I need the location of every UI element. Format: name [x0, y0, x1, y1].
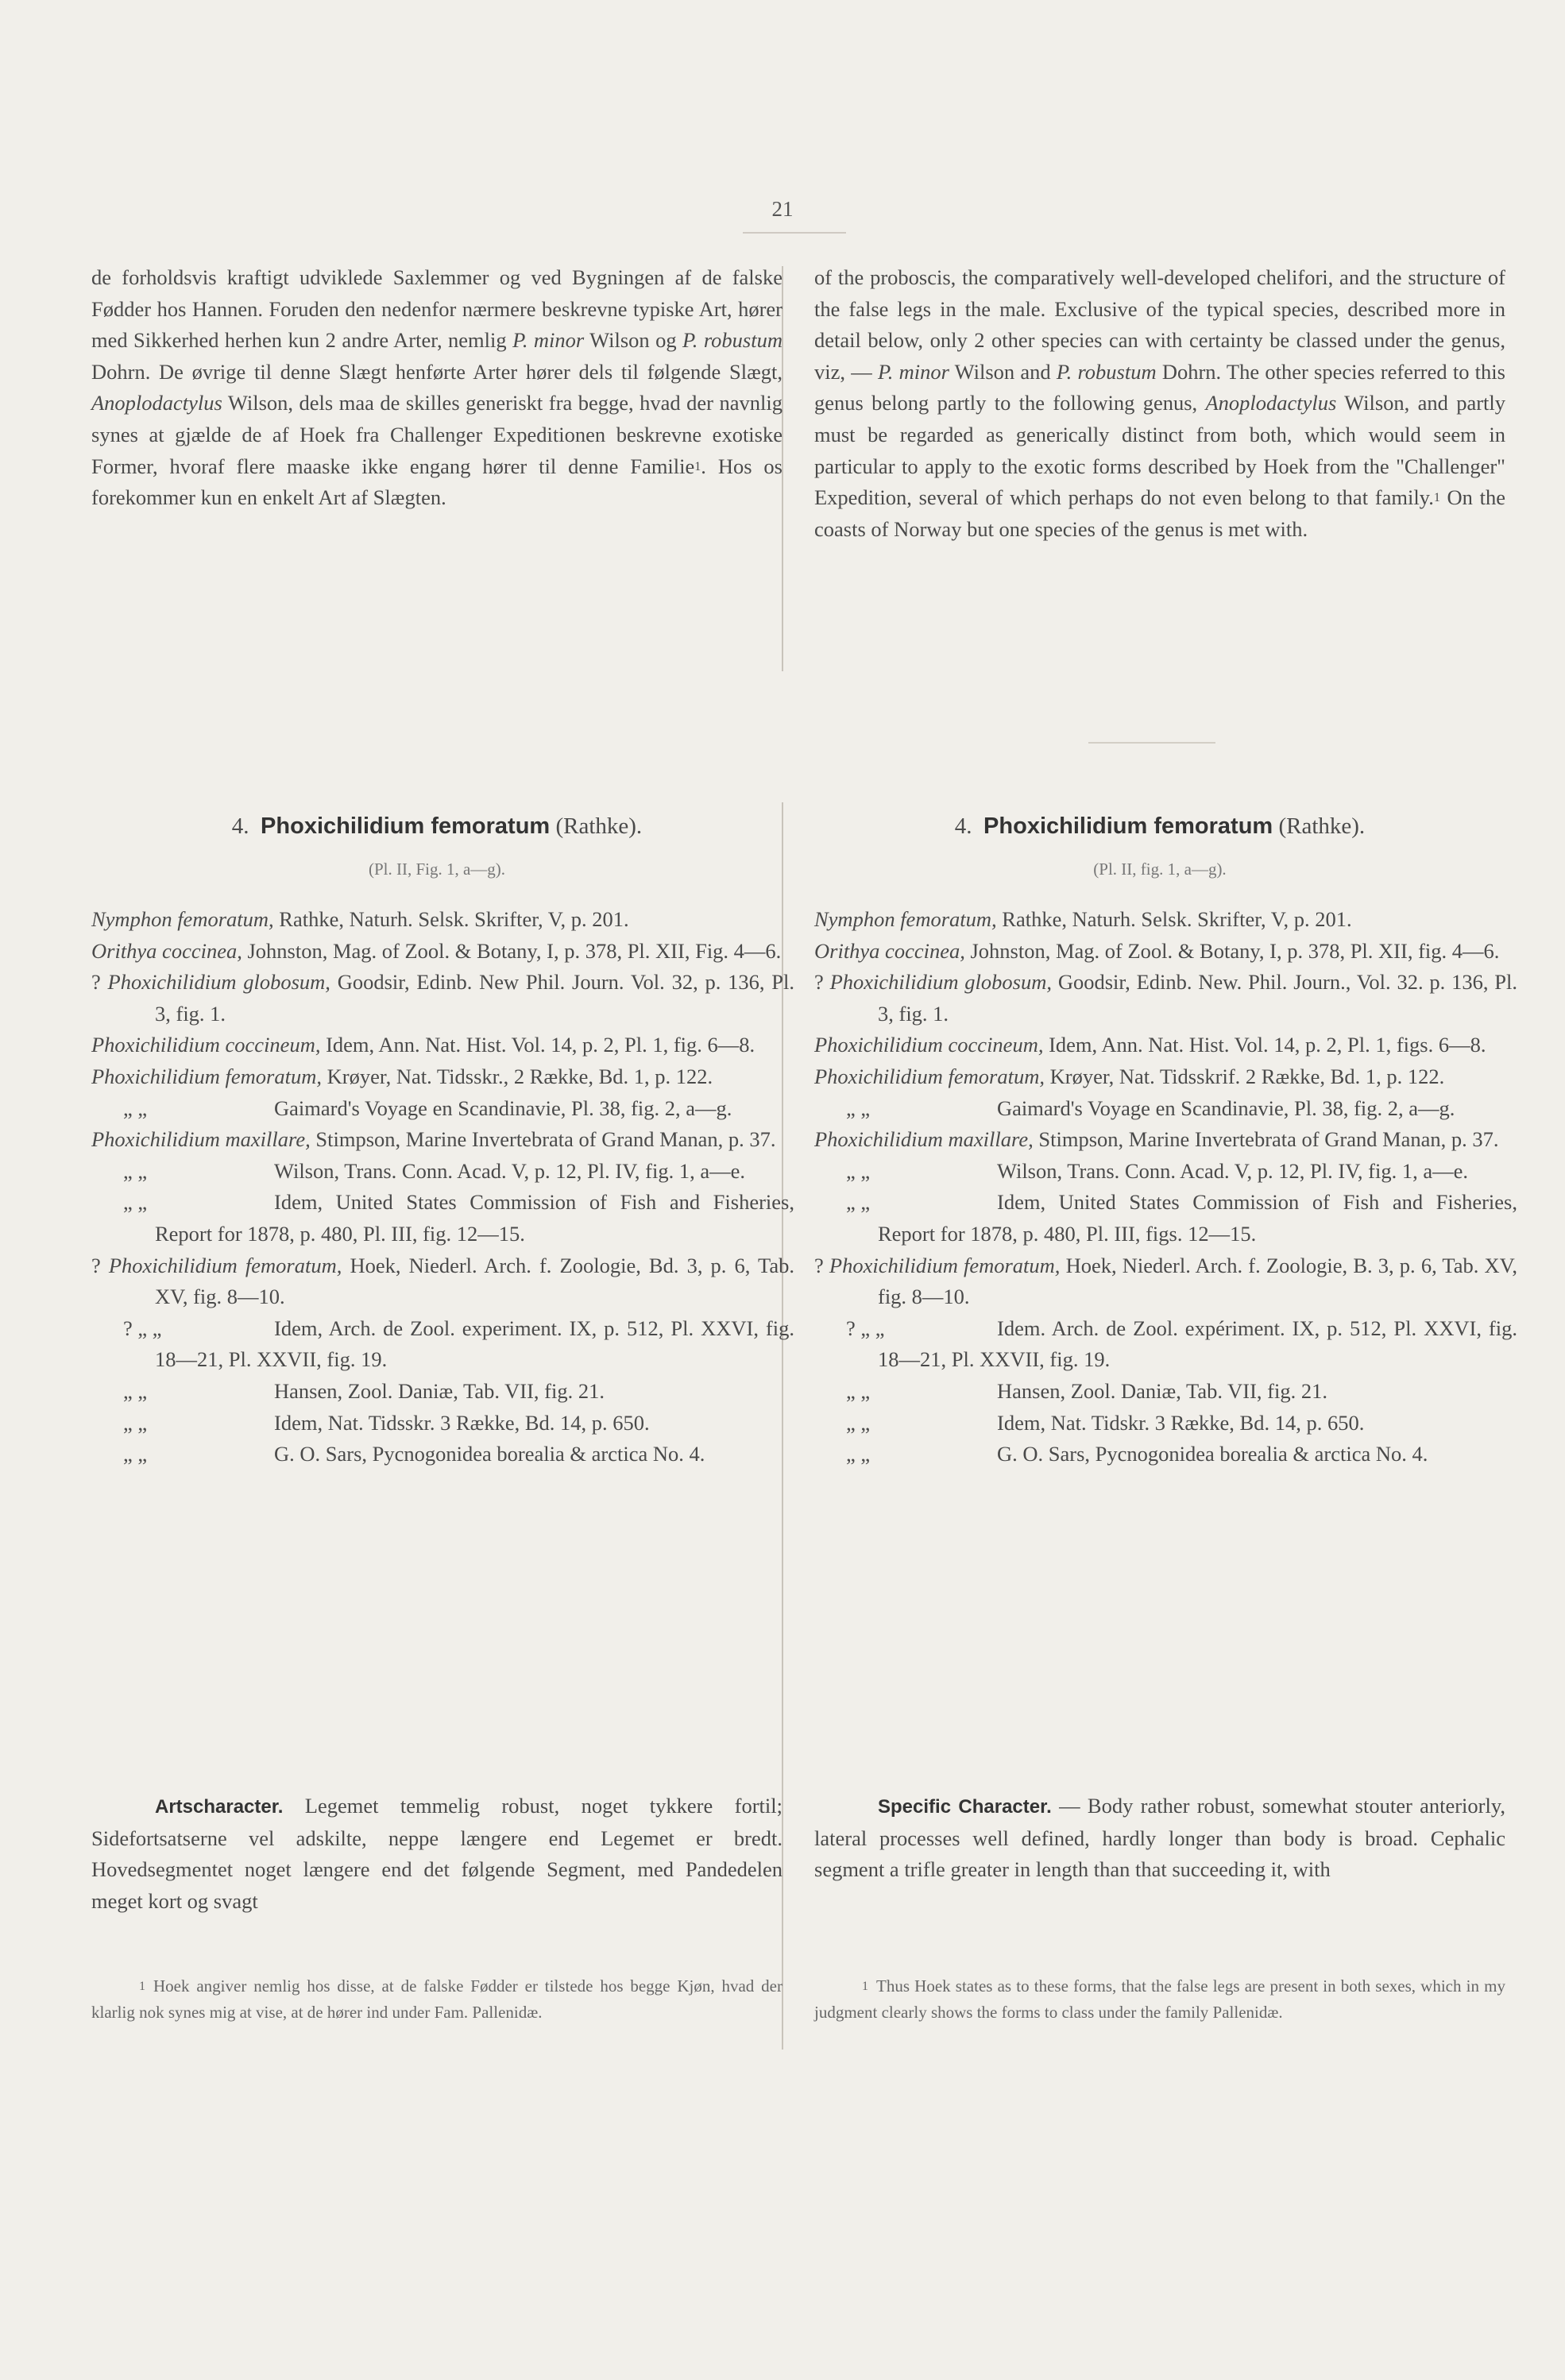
ditto-marks: „ „ [846, 1190, 871, 1215]
synonym-reference: Idem, United States Commission of Fish and Fisheries, Report for 1878, p. 480, Pl. III, fig. 12—15. [155, 1190, 794, 1246]
synonym-reference: Krøyer, Nat. Tidsskrif. 2 Række, Bd. 1, p. 122. [1045, 1064, 1445, 1088]
synonym-reference: Idem, Ann. Nat. Hist. Vol. 14, p. 2, Pl. 1, fig. 6—8. [320, 1033, 755, 1057]
synonym-entry [91, 1250, 794, 1313]
synonym-entry [91, 1156, 794, 1188]
synonym-name: Orithya coccinea, [814, 938, 965, 963]
synonym-reference: Wilson, Trans. Conn. Acad. V, p. 12, Pl. IV, fig. 1, a—e. [997, 1158, 1469, 1183]
synonym-reference: Idem. Arch. de Zool. expériment. IX, p. 512, Pl. XXVI, fig. 18—21, Pl. XXVII, fig. 19. [878, 1316, 1517, 1372]
synonym-reference: Johnston, Mag. of Zool. & Botany, I, p. 378, Pl. XII, fig. 4—6. [964, 938, 1500, 963]
left-character: Artscharacter. Legemet temmelig robust, noget tykkere fortil; Sidefortsatserne vel adskilte, neppe længere end Legemet er bredt. Hovedsegmentet noget længere end det følgende Segment, med Pandedelen meget kort og svagt [91, 1794, 782, 1913]
synonym-reference: Idem, United States Commission of Fish and Fisheries, Report for 1878, p. 480, Pl. III, figs. 12—15. [878, 1190, 1517, 1246]
footnote-ref: 1 [694, 459, 701, 473]
query-mark: ? [91, 1253, 109, 1277]
left-intro-paragraph: de forholdsvis kraftigt udviklede Saxlemmer og ved Bygningen af de falske Fødder hos Hannen. Foruden den nedenfor nærmere beskrevne typiske Art, hører med Sikkerhed herhen kun 2 andre Arter, nemlig P. minor Wilson og P. robustum Dohrn. De øvrige til denne Slægt henførte Arter hører dels til følgende Slægt, Anoplodactylus Wilson, dels maa de skilles generiskt fra begge, hvad der navnlig synes at gjælde de af Hoek fra Challenger Expeditionen beskrevne exotiske Former, hvoraf flere maaske ikke engang hører til denne Familie$^1$. Hos os forekommer kun en enkelt Art af Slægten. [91, 265, 783, 510]
synonym-name: Nymphon femoratum, [814, 907, 997, 931]
synonym-reference: Gaimard's Voyage en Scandinavie, Pl. 38, fig. 2, a—g. [997, 1095, 1455, 1120]
right-intro-paragraph: of the proboscis, the comparatively well-developed chelifori, and the structure of the false legs in the male. Exclusive of the typical species, described more in detail below, only 2 other species can with certainty be classed under the genus, viz, — P. minor Wilson and P. robustum Dohrn. The other species referred to this genus belong partly to the following genus, Anoplodactylus Wilson, and partly must be regarded as generically distinct from both, which would seem in particular to apply to the exotic forms described by Hoek from the "Challenger" Expedition, several of which perhaps do not even belong to that family.$^1$ On the coasts of Norway but one species of the genus is met with. [814, 265, 1506, 541]
synonym-name: Phoxichilidium maxillare, [814, 1127, 1034, 1152]
synonym-reference: Stimpson, Marine Invertebrata of Grand Manan, p. 37. [310, 1127, 776, 1152]
synonym-reference: Johnston, Mag. of Zool. & Botany, I, p. 378, Pl. XII, Fig. 4—6. [242, 938, 782, 963]
synonym-name: Phoxichilidium femoratum, [91, 1064, 322, 1088]
right-section-rule [1088, 742, 1215, 744]
ditto-marks: „ „ [123, 1410, 148, 1435]
ditto-marks: „ „ [846, 1442, 871, 1466]
synonym-name: Phoxichilidium globosum, [107, 970, 330, 995]
header-rule [743, 232, 846, 234]
synonym-reference: Rathke, Naturh. Selsk. Skrifter, V, p. 201. [996, 907, 1352, 931]
synonym-name: Phoxichilidium femoratum, [829, 1253, 1061, 1277]
synonym-entry [814, 1030, 1517, 1061]
synonym-entry [91, 1061, 794, 1093]
synonym-reference: Goodsir, Edinb. New Phil. Journ. Vol. 32, p. 136, Pl. 3, fig. 1. [155, 970, 794, 1026]
synonym-name: Phoxichilidium coccineum, [91, 1033, 321, 1057]
ditto-marks: „ „ [123, 1095, 148, 1120]
query-mark: ? [814, 970, 830, 995]
synonym-entry [814, 1408, 1517, 1439]
synonym-name: Phoxichilidium maxillare, [91, 1127, 311, 1152]
ditto-marks: „ „ [846, 1095, 871, 1120]
footnote-ref: 1 [1433, 491, 1440, 505]
ditto-marks: „ „ [846, 1158, 871, 1183]
synonym-entry [814, 1124, 1517, 1156]
synonym-entry [91, 1313, 794, 1376]
synonym-entry [91, 1187, 794, 1250]
synonym-reference: G. O. Sars, Pycnogonidea borealia & arctica No. 4. [274, 1442, 705, 1466]
ditto-marks: „ „ [137, 1316, 162, 1340]
query-mark: ? [123, 1316, 138, 1340]
synonym-reference: Hansen, Zool. Daniæ, Tab. VII, fig. 21. [997, 1378, 1327, 1403]
synonym-entry [814, 1061, 1517, 1093]
left-intro [91, 262, 782, 514]
synonym-name: Phoxichilidium coccineum, [814, 1033, 1044, 1057]
synonym-name: Phoxichilidium femoratum, [108, 1253, 342, 1277]
right-character: Specific Character. — Body rather robust, somewhat stouter anteriorly, lateral processes well defined, hardly longer than body is broad. Cephalic segment a trifle greater in length than that succeeding it, with [814, 1794, 1506, 1882]
synonym-name: Nymphon femoratum, [91, 907, 274, 931]
ditto-marks: „ „ [123, 1378, 148, 1403]
synonym-name: Phoxichilidium femoratum, [814, 1064, 1045, 1088]
synonym-name: Orithya coccinea, [91, 938, 242, 963]
right-species-heading: 4. Phoxichilidium femoratum (Rathke). [954, 813, 1366, 839]
synonym-entry [814, 904, 1517, 936]
synonym-reference: Goodsir, Edinb. New. Phil. Journ., Vol. 32. p. 136, Pl. 3, fig. 1. [878, 970, 1517, 1026]
synonym-reference: Idem, Nat. Tidskr. 3 Række, Bd. 14, p. 650. [997, 1410, 1365, 1435]
synonym-reference: Krøyer, Nat. Tidsskr., 2 Række, Bd. 1, p. 122. [322, 1064, 713, 1088]
left-species-heading: 4. Phoxichilidium femoratum (Rathke). [231, 813, 643, 839]
right-intro [814, 262, 1505, 545]
synonym-reference: Idem, Nat. Tidsskr. 3 Række, Bd. 14, p. 650. [274, 1410, 650, 1435]
synonym-reference: Hoek, Niederl. Arch. f. Zoologie, Bd. 3, p. 6, Tab. XV, fig. 8—10. [155, 1253, 795, 1309]
right-character-label: Specific Character. [878, 1796, 1052, 1818]
ditto-marks: „ „ [846, 1378, 871, 1403]
synonym-reference: Stimpson, Marine Invertebrata of Grand Manan, p. 37. [1033, 1127, 1499, 1152]
ditto-marks: „ „ [860, 1316, 885, 1340]
synonym-entry [814, 1093, 1517, 1125]
synonym-name: Phoxichilidium globosum, [829, 970, 1052, 995]
synonym-reference: G. O. Sars, Pycnogonidea borealia & arctica No. 4. [997, 1442, 1428, 1466]
synonym-entry [814, 1187, 1517, 1250]
synonym-reference: Gaimard's Voyage en Scandinavie, Pl. 38, fig. 2, a—g. [274, 1095, 732, 1120]
synonym-reference: Wilson, Trans. Conn. Acad. V, p. 12, Pl. IV, fig. 1, a—e. [274, 1158, 746, 1183]
right-plate-reference: (Pl. II, fig. 1, a—g). [1093, 860, 1227, 879]
ditto-marks: „ „ [123, 1190, 148, 1215]
left-footnote: $^1$ Hoek angiver nemlig hos disse, at de falske Fødder er tilstede hos begge Kjøn, hvad der klarlig nok synes mig at vise, at de hører ind under Fam. Pallenidæ. [91, 1976, 782, 2022]
left-plate-reference: (Pl. II, Fig. 1, a—g). [368, 860, 506, 879]
synonym-entry [814, 1376, 1517, 1408]
synonym-entry [814, 1156, 1517, 1188]
synonym-entry [91, 936, 794, 968]
query-mark: ? [91, 970, 108, 995]
right-footnote: $^1$ Thus Hoek states as to these forms, that the false legs are present in both sexes, which in my judgment clearly shows the forms to class under the family Pallenidæ. [814, 1976, 1505, 2022]
synonym-entry [91, 1124, 794, 1156]
synonym-entry [91, 1376, 794, 1408]
ditto-marks: „ „ [846, 1410, 871, 1435]
synonym-entry [91, 1093, 794, 1125]
synonym-reference: Hansen, Zool. Daniæ, Tab. VII, fig. 21. [274, 1378, 605, 1403]
synonym-reference: Rathke, Naturh. Selsk. Skrifter, V, p. 201. [273, 907, 629, 931]
ditto-marks: „ „ [123, 1442, 148, 1466]
synonym-entry [91, 1408, 794, 1439]
left-character-label: Artscharacter. [155, 1796, 284, 1818]
query-mark: ? [846, 1316, 861, 1340]
synonym-entry [814, 967, 1517, 1030]
query-mark: ? [814, 1253, 829, 1277]
page-number: 21 [771, 197, 794, 221]
ditto-marks: „ „ [123, 1158, 148, 1183]
synonym-reference: Idem, Arch. de Zool. experiment. IX, p. 512, Pl. XXVI, fig. 18—21, Pl. XXVII, fig. 19. [155, 1316, 794, 1372]
synonym-entry [91, 967, 794, 1030]
synonym-entry [91, 1030, 794, 1061]
synonym-reference: Hoek, Niederl. Arch. f. Zoologie, B. 3, p. 6, Tab. XV, fig. 8—10. [878, 1253, 1517, 1309]
synonym-entry [814, 936, 1517, 968]
synonym-entry [814, 1313, 1517, 1376]
synonym-reference: Idem, Ann. Nat. Hist. Vol. 14, p. 2, Pl. 1, figs. 6—8. [1043, 1033, 1486, 1057]
synonym-entry [814, 1250, 1517, 1313]
synonym-entry [814, 1439, 1517, 1470]
synonym-entry [91, 904, 794, 936]
left-synonymy-list [91, 904, 794, 1470]
synonym-entry [91, 1439, 794, 1470]
right-synonymy-list [814, 904, 1517, 1470]
